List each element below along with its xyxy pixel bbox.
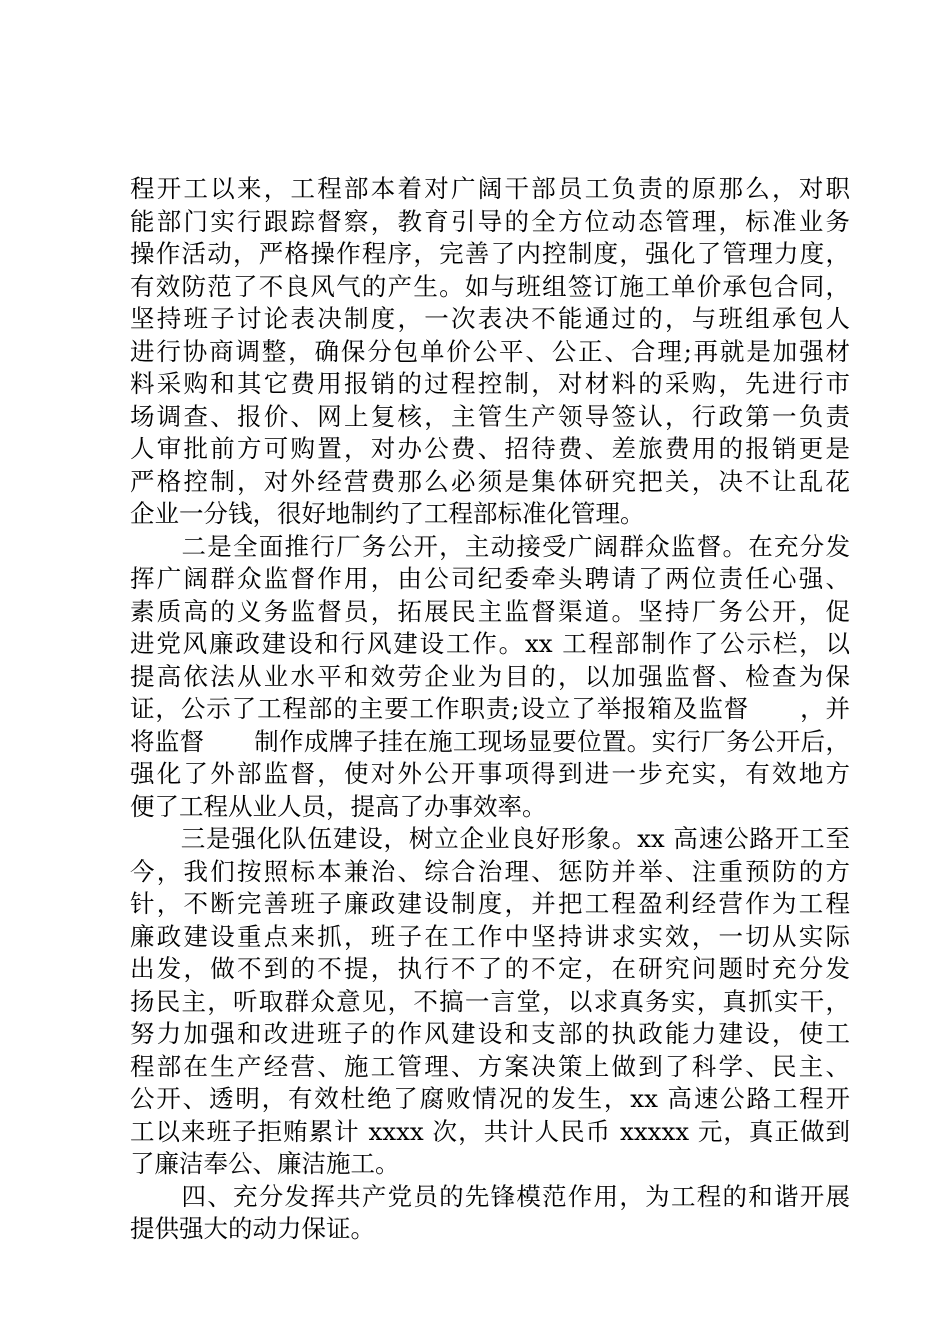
text-line: 坚持班子讨论表决制度，一次表决不能通过的，与班组承包人 bbox=[130, 304, 850, 333]
text-line: 廉政建设重点来抓，班子在工作中坚持讲求实效，一切从实际 bbox=[130, 921, 850, 951]
text-line: 企业一分钱，很好地制约了工程部标准化管理。 bbox=[130, 499, 645, 528]
text-line: 提供强大的动力保证。 bbox=[130, 1214, 375, 1243]
text-line: 努力加强和改进班子的作风建设和支部的执政能力建设，使工 bbox=[130, 1019, 850, 1048]
text-line: 公开、透明，有效杜绝了腐败情况的发生，xx 高速公路工程开 bbox=[130, 1084, 850, 1113]
text-line: 出发，做不到的不提，执行不了的不定，在研究问题时充分发 bbox=[130, 954, 850, 983]
text-line: 针，不断完善班子廉政建设制度，并把工程盈利经营作为工程 bbox=[130, 889, 850, 918]
paragraph-1 bbox=[130, 173, 850, 531]
text-line: 工以来班子拒贿累计 xxxx 次，共计人民币 xxxxx 元，真正做到 bbox=[130, 1116, 850, 1146]
paragraph-2 bbox=[130, 531, 850, 824]
text-line: 料采购和其它费用报销的过程控制，对材料的采购，先进行市 bbox=[130, 369, 850, 398]
text-line: 扬民主，听取群众意见，不搞一言堂，以求真务实，真抓实干， bbox=[130, 986, 850, 1016]
text-line: 四、充分发挥共产党员的先锋模范作用，为工程的和谐开展 bbox=[130, 1181, 850, 1211]
paragraph-4 bbox=[130, 1181, 850, 1246]
text-line: 二是全面推行厂务公开，主动接受广阔群众监督。在充分发 bbox=[130, 531, 850, 561]
text-line: 严格控制，对外经营费那么必须是集体研究把关，决不让乱花 bbox=[130, 466, 850, 496]
text-line: 挥广阔群众监督作用，由公司纪委牵头聘请了两位责任心强、 bbox=[130, 564, 850, 593]
text-line: 程部在生产经营、施工管理、方案决策上做到了科学、民主、 bbox=[130, 1051, 850, 1081]
text-line: 了廉洁奉公、廉洁施工。 bbox=[130, 1149, 400, 1178]
text-line: 操作活动，严格操作程序，完善了内控制度，强化了管理力度， bbox=[130, 239, 850, 268]
text-line: 三是强化队伍建设，树立企业良好形象。xx 高速公路开工至 bbox=[130, 824, 850, 853]
text-line: 今，我们按照标本兼治、综合治理、惩防并举、注重预防的方 bbox=[130, 856, 850, 886]
text-line: 程开工以来，工程部本着对广阔干部员工负责的原那么，对职 bbox=[130, 174, 850, 203]
text-line: 进党风廉政建设和行风建设工作。xx 工程部制作了公示栏，以 bbox=[130, 629, 850, 658]
text-line: 将监督 制作成牌子挂在施工现场显要位置。实行厂务公开后， bbox=[130, 726, 850, 756]
text-line: 进行协商调整，确保分包单价公平、公正、合理;再就是加强材 bbox=[130, 336, 850, 366]
document-page bbox=[130, 173, 850, 1246]
text-line: 有效防范了不良风气的产生。如与班组签订施工单价承包合同， bbox=[130, 271, 850, 301]
paragraph-3 bbox=[130, 823, 850, 1181]
text-line: 能部门实行跟踪督察，教育引导的全方位动态管理，标准业务 bbox=[130, 206, 850, 236]
text-line: 素质高的义务监督员，拓展民主监督渠道。坚持厂务公开，促 bbox=[130, 596, 850, 626]
text-line: 强化了外部监督，使对外公开事项得到进一步充实，有效地方 bbox=[130, 759, 850, 788]
text-line: 提高依法从业水平和效劳企业为目的，以加强监督、检查为保 bbox=[130, 661, 850, 691]
text-line: 场调查、报价、网上复核，主管生产领导签认，行政第一负责 bbox=[130, 401, 850, 431]
text-line: 人审批前方可购置，对办公费、招待费、差旅费用的报销更是 bbox=[130, 434, 850, 463]
text-line: 证，公示了工程部的主要工作职责;设立了举报箱及监督 ，并 bbox=[130, 694, 850, 723]
text-line: 便了工程从业人员，提高了办事效率。 bbox=[130, 791, 547, 821]
